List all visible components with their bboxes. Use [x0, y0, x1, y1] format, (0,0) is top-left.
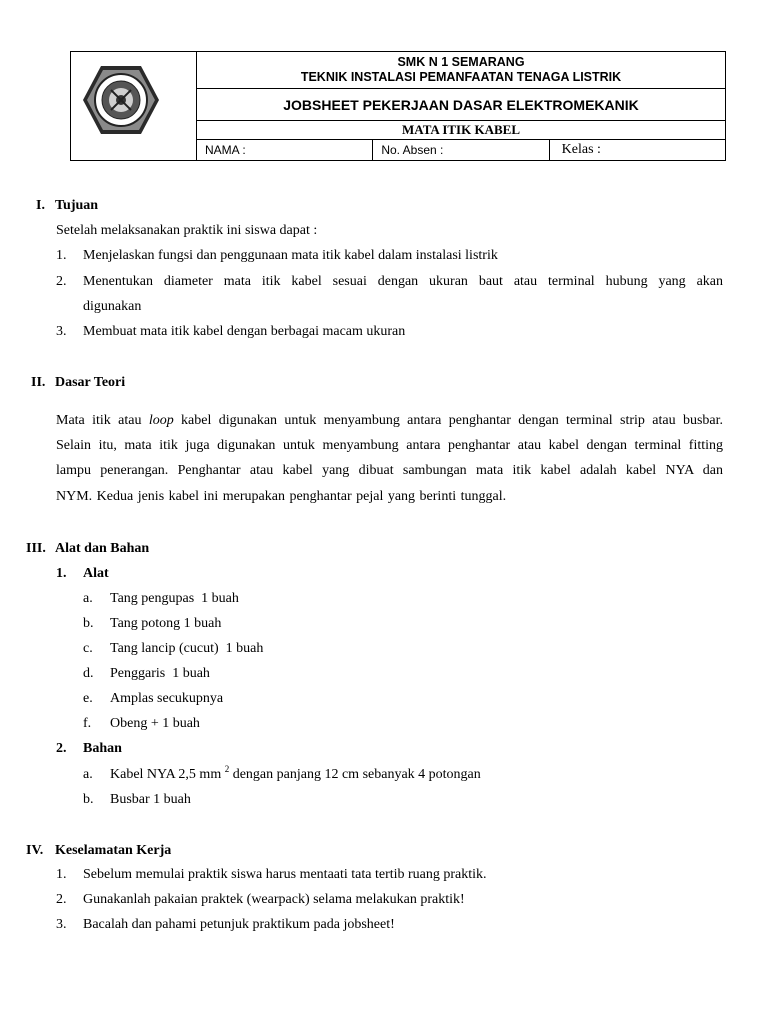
section3-title: Alat dan Bahan — [55, 541, 150, 556]
section4-item-text: Sebelum memulai praktik siswa harus mentaati tata tertib ruang praktik. — [83, 867, 487, 882]
bahan-text: dengan panjang 12 cm sebanyak 4 potongan — [229, 767, 481, 782]
bahan-title: Bahan — [83, 741, 122, 756]
section1-item-num: 3. — [56, 324, 67, 339]
school-logo-icon — [81, 64, 161, 136]
section2-title: Dasar Teori — [55, 375, 126, 390]
bahan-num: 2. — [56, 741, 67, 756]
section4-item-num: 2. — [56, 892, 67, 907]
theory-line-3: lampu penerangan. Penghantar atau kabel yang dibuat sambungan mata itik kabel adalah kabel NYA dan — [56, 463, 723, 478]
logo-cell — [71, 52, 197, 161]
section1-title: Tujuan — [55, 198, 99, 213]
department-name: TEKNIK INSTALASI PEMANFAATAN TENAGA LISTRIK — [300, 70, 622, 84]
bahan-item-text — [110, 766, 481, 784]
superscript: 2 — [224, 764, 230, 774]
section1-item-text: Menjelaskan fungsi dan penggunaan mata itik kabel dalam instalasi listrik — [83, 248, 498, 263]
section3-num: III. — [26, 541, 46, 556]
field-absen: No. Absen : — [373, 140, 549, 161]
alat-title: Alat — [83, 566, 109, 581]
school-header — [197, 52, 726, 89]
section1-item-num: 1. — [56, 248, 67, 263]
section4-item-text: Gunakanlah pakaian praktek (wearpack) selama melakukan praktik! — [83, 892, 465, 907]
theory-italic-term: loop — [148, 413, 174, 428]
section1-item-num: 2. — [56, 274, 67, 289]
bahan-item-letter: a. — [83, 767, 93, 782]
alat-item-letter: e. — [83, 691, 93, 706]
bahan-item-text: Busbar 1 buah — [110, 792, 191, 807]
theory-line-2: Selain itu, mata itik juga digunakan untuk menyambung antara penghantar atau kabel dengan terminal fitting — [56, 438, 723, 453]
school-name: SMK N 1 SEMARANG — [397, 55, 525, 69]
section4-item-text: Bacalah dan pahami petunjuk praktikum pada jobsheet! — [83, 917, 395, 932]
alat-item-text: Penggaris 1 buah — [110, 666, 210, 681]
field-nama: NAMA : — [197, 140, 373, 161]
section1-item-text: Membuat mata itik kabel dengan berbagai macam ukuran — [83, 324, 406, 339]
alat-item-text: Tang potong 1 buah — [110, 616, 222, 631]
header-table — [70, 51, 726, 161]
section1-num: I. — [36, 198, 45, 213]
theory-text: kabel digunakan untuk menyambung antara penghantar dengan terminal strip atau busbar. — [173, 413, 723, 428]
alat-item-text: Amplas secukupnya — [110, 691, 224, 706]
jobsheet-subtitle: MATA ITIK KABEL — [197, 121, 726, 140]
jobsheet-title: JOBSHEET PEKERJAAN DASAR ELEKTROMEKANIK — [197, 89, 726, 121]
bahan-text: Kabel NYA 2,5 mm — [110, 767, 222, 782]
alat-item-text: Tang lancip (cucut) 1 buah — [110, 641, 264, 656]
theory-line-4: NYM. Kedua jenis kabel ini merupakan penghantar pejal yang berinti tunggal. — [56, 489, 507, 504]
theory-text: Mata itik atau — [56, 413, 149, 428]
section4-title: Keselamatan Kerja — [55, 843, 172, 858]
section4-num: IV. — [26, 843, 44, 858]
alat-item-letter: b. — [83, 616, 94, 631]
alat-num: 1. — [56, 566, 67, 581]
alat-item-letter: f. — [83, 716, 92, 731]
alat-item-text: Tang pengupas 1 buah — [110, 591, 239, 606]
section4-item-num: 3. — [56, 917, 67, 932]
alat-item-letter: d. — [83, 666, 94, 681]
alat-item-text: Obeng + 1 buah — [110, 716, 200, 731]
theory-line-1 — [56, 412, 723, 430]
alat-item-letter: c. — [83, 641, 93, 656]
field-kelas: Kelas : — [549, 140, 725, 161]
section1-intro: Setelah melaksanakan praktik ini siswa dapat : — [56, 223, 318, 238]
section2-num: II. — [31, 375, 46, 390]
section4-item-num: 1. — [56, 867, 67, 882]
section1-item-text-cont: digunakan — [83, 299, 142, 314]
alat-item-letter: a. — [83, 591, 93, 606]
section1-item-text: Menentukan diameter mata itik kabel sesuai dengan ukuran baut atau terminal hubung yang akan — [83, 274, 723, 289]
bahan-item-letter: b. — [83, 792, 94, 807]
